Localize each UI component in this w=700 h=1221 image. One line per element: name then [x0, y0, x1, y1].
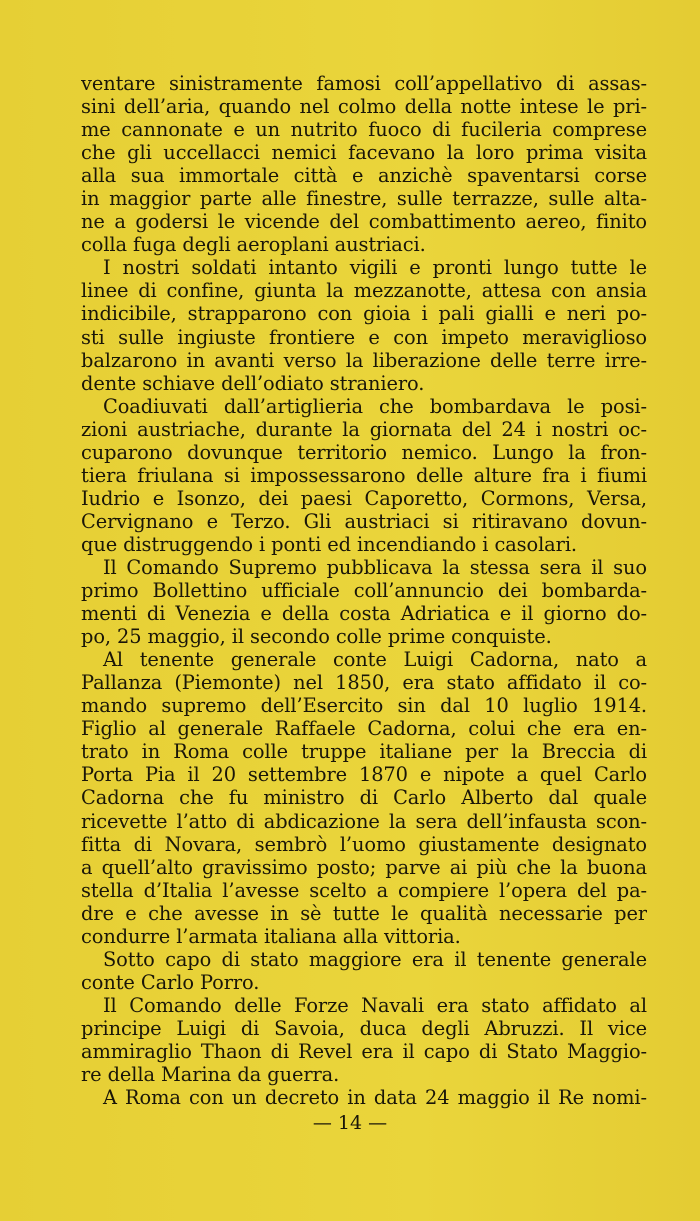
text-line: balzarono in avanti verso la liberazione delle terre irre-: [81, 348, 647, 372]
text-line: I nostri soldati intanto vigili e pronti lungo tutte le: [103, 256, 647, 280]
text-line: que distruggendo i ponti ed incendiando i casolari.: [81, 532, 577, 556]
text-line: menti di Venezia e della costa Adriatica e il giorno do-: [81, 602, 647, 626]
text-line: Il Comando delle Forze Navali era stato affidato al: [103, 993, 647, 1017]
text-line: alla sua immortale città e anzichè spaventarsi corse: [81, 164, 647, 188]
text-line: Iudrio e Isonzo, dei paesi Caporetto, Cormons, Versa,: [81, 486, 647, 510]
text-line: Coadiuvati dall’artiglieria che bombardava le posi-: [103, 394, 647, 418]
text-line: che gli uccellacci nemici facevano la loro prima visita: [81, 141, 647, 165]
text-line: ammiraglio Thaon di Revel era il capo di Stato Maggio-: [81, 1039, 647, 1063]
text-line: indicibile, strapparono con gioia i pali gialli e neri po-: [81, 302, 647, 326]
body-text: [81, 72, 647, 1109]
text-line: stella d’Italia l’avesse scelto a compiere l’opera del pa-: [81, 878, 647, 902]
text-line: sti sulle ingiuste frontiere e con impeto meraviglioso: [81, 325, 647, 349]
text-line: Cadorna che fu ministro di Carlo Alberto dal quale: [81, 786, 647, 810]
text-line: zioni austriache, durante la giornata del 24 i nostri oc-: [81, 417, 647, 441]
text-line: Figlio al generale Raffaele Cadorna, colui che era en-: [81, 717, 647, 741]
text-line: sini dell’aria, quando nel colmo della notte intese le pri-: [81, 95, 647, 119]
text-line: Sotto capo di stato maggiore era il tenente generale: [103, 947, 647, 971]
text-line: fitta di Novara, sembrò l’uomo giustamente designato: [81, 832, 647, 856]
text-line: dente schiave dell’odiato straniero.: [81, 371, 425, 395]
text-line: po, 25 maggio, il secondo colle prime conquiste.: [81, 625, 552, 649]
text-line: primo Bollettino ufficiale coll’annuncio dei bombarda-: [81, 579, 647, 603]
text-line: a quell’alto gravissimo posto; parve ai più che la buona: [81, 855, 647, 879]
text-line: ricevette l’atto di abdicazione la sera dell’infausta scon-: [81, 809, 647, 833]
text-line: ne a godersi le vicende del combattimento aereo, finito: [81, 210, 647, 234]
text-line: ventare sinistramente famosi coll’appellativo di assas-: [81, 72, 647, 95]
text-line: A Roma con un decreto in data 24 maggio il Re nomi-: [103, 1086, 647, 1110]
text-line: condurre l’armata italiana alla vittoria.: [81, 924, 461, 948]
text-line: me cannonate e un nutrito fuoco di fucileria comprese: [81, 118, 647, 142]
text-line: colla fuga degli aeroplani austriaci.: [81, 233, 426, 257]
text-line: linee di confine, giunta la mezzanotte, attesa con ansia: [81, 279, 647, 303]
text-line: Il Comando Supremo pubblicava la stessa sera il suo: [103, 555, 647, 579]
text-line: Porta Pia il 20 settembre 1870 e nipote a quel Carlo: [81, 763, 647, 787]
text-line: in maggior parte alle finestre, sulle terrazze, sulle alta-: [81, 187, 647, 211]
text-line: mando supremo dell’Esercito sin dal 10 luglio 1914.: [81, 694, 647, 718]
text-line: principe Luigi di Savoia, duca degli Abruzzi. Il vice: [81, 1016, 647, 1040]
page-number: — 14 —: [312, 1112, 388, 1134]
text-line: conte Carlo Porro.: [81, 970, 260, 994]
text-line: tiera friulana si impossessarono delle alture fra i fiumi: [81, 463, 647, 487]
text-line: Cervignano e Terzo. Gli austriaci si ritiravano dovun-: [81, 509, 647, 533]
text-line: Al tenente generale conte Luigi Cadorna, nato a: [103, 648, 647, 672]
text-line: dre e che avesse in sè tutte le qualità necessarie per: [81, 901, 647, 925]
text-line: re della Marina da guerra.: [81, 1063, 340, 1087]
text-line: Pallanza (Piemonte) nel 1850, era stato affidato il co-: [81, 671, 647, 695]
text-line: trato in Roma colle truppe italiane per la Breccia di: [81, 740, 647, 764]
text-line: cuparono dovunque territorio nemico. Lungo la fron-: [81, 440, 647, 464]
